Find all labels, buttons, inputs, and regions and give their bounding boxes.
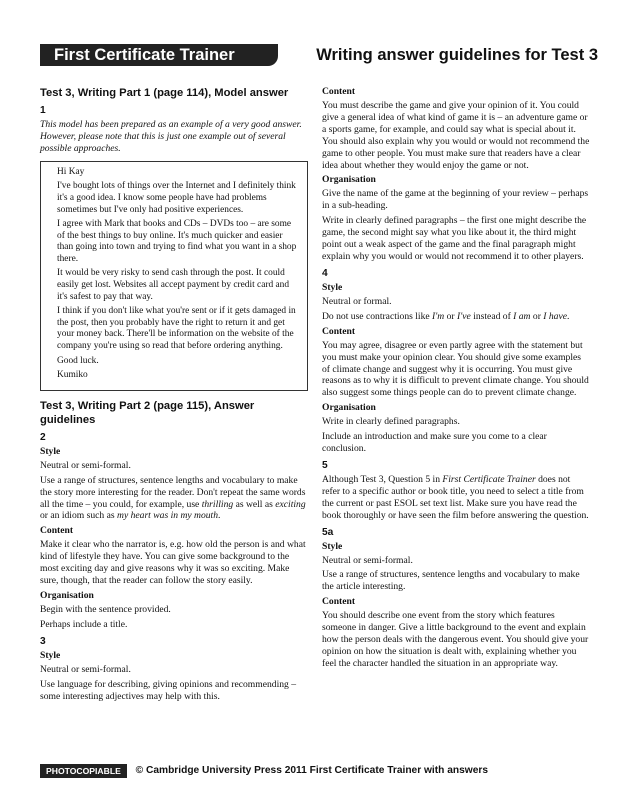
q4-content-label: Content <box>322 325 356 337</box>
letter-closing: Good luck. <box>57 355 99 366</box>
q5a-style-detail: Use a range of structures, sentence lengths and vocabulary to make the article interesting. <box>322 569 580 593</box>
copyright-text: © Cambridge University Press 2011 First Certificate Trainer with answers <box>135 765 488 776</box>
brand-tab: First Certificate Trainer <box>40 44 278 66</box>
q3-style-detail: Use language for describing, giving opinions and recommending – some interesting adjectives may help with this. <box>40 678 297 702</box>
q5a-content-label: Content <box>322 596 356 608</box>
q4-organisation: Write in clearly defined paragraphs. <box>322 416 460 428</box>
q2-organisation: Perhaps include a title. <box>40 618 128 630</box>
q3-organisation: Give the name of the game at the beginning of your review – perhaps in a sub-heading. <box>322 188 589 212</box>
page-footer <box>40 763 488 779</box>
q3-organisation-label: Organisation <box>322 174 376 186</box>
q4-organisation-label: Organisation <box>322 402 376 414</box>
q3-content-label: Content <box>322 86 356 97</box>
q5-intro: Although Test 3, Question 5 in First Certificate Trainer does not refer to a specific author or book title, you need to select a title from the current or past ESOL set text list. Make sure you have read the book thoroughly or have seen the film before answering the question. <box>322 473 589 521</box>
q4-style-label: Style <box>322 281 343 293</box>
q2-style-detail: Use a range of structures, sentence lengths and vocabulary to make the story more interesting for the reader. Don't repeat the same words all the time – you could, for example, use thrilling as well as exciting or an idiom such as my heart was in my mouth. <box>40 474 306 522</box>
q3-style: Neutral or semi-formal. <box>40 663 131 675</box>
question-1-number: 1 <box>40 105 46 116</box>
q4-style: Neutral or formal. <box>322 295 392 307</box>
q4-style-detail: Do not use contractions like I'm or I've instead of I am or I have. <box>322 310 570 322</box>
q5a-style: Neutral or semi-formal. <box>322 554 413 566</box>
question-4-number: 4 <box>322 267 328 279</box>
q2-style-label: Style <box>40 445 61 457</box>
q4-content: You may agree, disagree or even partly agree with the statement but you must make your opinion clear. You should give some examples of climate change and suggest why it is occurring. You must give reasons as to why it is difficult to prevent climate change. You should also suggest some things people can do to prevent climate change. <box>322 339 589 399</box>
model-letter-box <box>40 161 308 391</box>
part1-heading: Test 3, Writing Part 1 (page 114), Model answer <box>40 87 289 99</box>
question-5a-number: 5a <box>322 526 334 538</box>
photocopiable-badge: PHOTOCOPIABLE <box>40 764 127 778</box>
q3-organisation: Write in clearly defined paragraphs – the first one might describe the game, the second might say what you like about it, the third might point out a weak aspect of the game and the final paragraph might explain why you would or would not recommend it to other players. <box>322 215 587 262</box>
q2-content-label: Content <box>40 525 74 537</box>
page-header <box>40 44 598 66</box>
q2-style: Neutral or semi-formal. <box>40 459 131 471</box>
letter-greeting: Hi Kay <box>57 166 85 177</box>
question-2-number: 2 <box>40 431 46 443</box>
part2-heading: Test 3, Writing Part 2 (page 115), Answer guidelines <box>40 399 255 426</box>
q3-content: You must describe the game and give your opinion of it. You could give a general idea of what kind of game it is – an adventure game or a sports game, for example, and could say what is special about it. You should also explain why you would or would not recommend the game to other people. You must make sure that readers have a clear idea about whether they would enjoy the game or not. <box>322 100 590 171</box>
letter-signature: Kumiko <box>57 370 88 381</box>
question-3-number: 3 <box>40 635 46 647</box>
letter-paragraph: I've bought lots of things over the Internet and I definitely think it's a good idea. I know some people have had problems sometimes but I've only had positive experiences. <box>57 181 296 215</box>
q5a-content: You should describe one event from the story which features someone in danger. Give a little background to the event and explain how the person deals with the dangerous event. You should give your opinion on how the situation is dealt with, explaining whether you feel the character handled the situation in an appropriate way. <box>322 610 589 669</box>
q2-organisation: Begin with the sentence provided. <box>40 603 171 615</box>
letter-paragraph: I think if you don't like what you're sent or if it gets damaged in the post, then you probably have the right to return it and get your money back. There'll be information on the website of the company you're using so read that before ordering anything. <box>57 306 296 352</box>
q2-organisation-label: Organisation <box>40 589 94 601</box>
q5a-style-label: Style <box>322 540 343 552</box>
q4-organisation: Include an introduction and make sure you come to a clear conclusion. <box>322 431 547 455</box>
q2-content: Make it clear who the narrator is, e.g. how old the person is and what kind of lifestyle they have. You can give some background to the most exciting day and give reasons why it was so exciting. Make sure, though, that the reader can follow the story easily. <box>40 539 306 587</box>
letter-paragraph: It would be very risky to send cash through the post. It could easily get lost. Websites all accept payment by credit card and it's safest to pay that way. <box>57 268 290 302</box>
left-column <box>40 86 308 706</box>
letter-paragraph: I agree with Mark that books and CDs – DVDs too – are some of the best things to buy online. It's much quicker and easier than going into town and trying to find what you want in a shop there. <box>57 219 297 264</box>
model-answer-note: This model has been prepared as an example of a very good answer. However, please note that this is just one example out of several possible approaches. <box>40 119 302 154</box>
question-5-number: 5 <box>322 459 328 471</box>
page-title: Writing answer guidelines for Test 3 <box>316 46 598 64</box>
right-column <box>322 86 590 673</box>
q3-style-label: Style <box>40 649 61 661</box>
